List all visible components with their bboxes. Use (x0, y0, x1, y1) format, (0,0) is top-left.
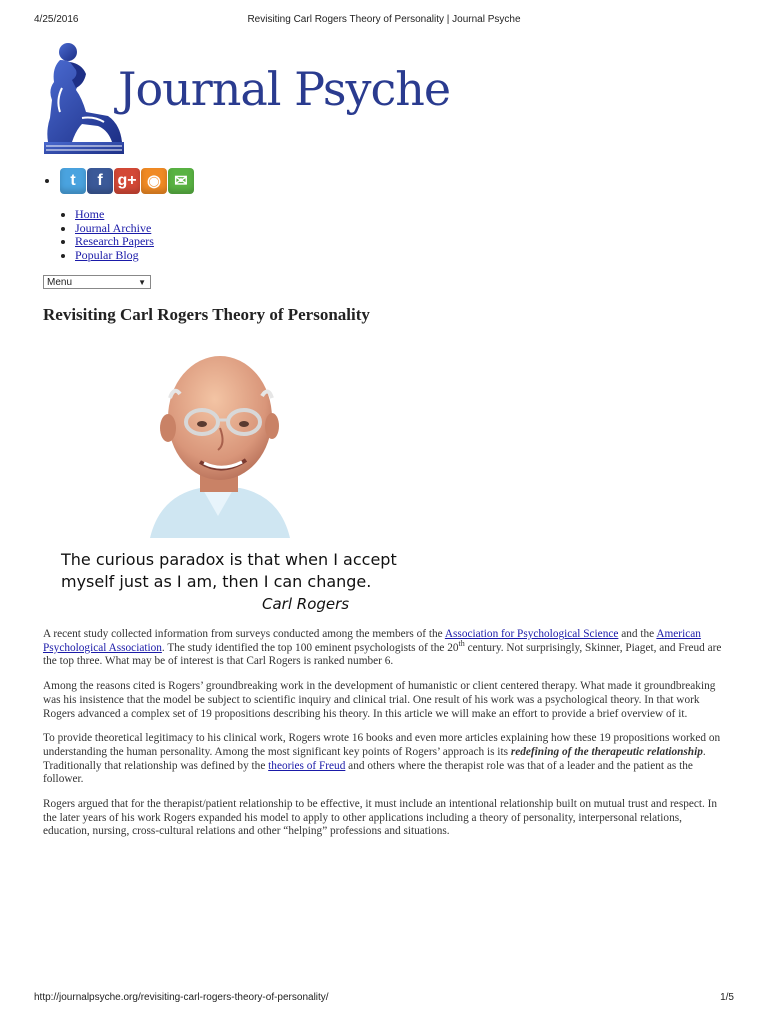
site-name[interactable]: Journal Psyche (118, 62, 451, 116)
p1-text-2: and the (618, 628, 657, 640)
email-icon[interactable]: ✉ (168, 168, 194, 194)
p1-text-1: A recent study collected information from surveys conducted among the members of the (43, 628, 445, 640)
apa-link[interactable]: American Psychological Association (43, 628, 701, 654)
p1-superscript: th (458, 638, 465, 648)
print-date: 4/25/2016 (34, 14, 79, 25)
p3-text-1: To provide theoretical legitimacy to his clinical work, Rogers wrote 16 books and even more articles explaining how these 19 propositions worked on understanding the human personality. Among the most significant key points of Rogers’ approach is its (43, 732, 721, 758)
quote-line-2: myself just as I am, then I can change. (61, 572, 372, 591)
p3-emphasis: redefining of the therapeutic relationship (510, 745, 703, 758)
paragraph-3 (43, 732, 726, 787)
facebook-icon[interactable]: f (87, 168, 113, 194)
aps-link[interactable]: Association for Psychological Science (444, 628, 619, 640)
p3-text-3: and others where the therapist role was that of a leader and the patient as the follower. (43, 759, 693, 786)
quote-block (61, 549, 421, 615)
twitter-icon[interactable]: • t (60, 168, 86, 194)
nav-item-home (75, 208, 154, 222)
print-page-title: Revisiting Carl Rogers Theory of Personality | Journal Psyche (247, 14, 521, 25)
social-icons-row (60, 168, 194, 194)
article-body (43, 628, 726, 850)
nav-link-research-papers[interactable]: Research Papers (75, 234, 154, 248)
print-url: http://journalpsyche.org/revisiting-carl-rogers-theory-of-personality/ (34, 992, 329, 1003)
nav-link-popular-blog[interactable]: Popular Blog (75, 247, 139, 262)
menu-dropdown-value: Menu (47, 277, 73, 288)
paragraph-2: Among the reasons cited is Rogers’ groundbreaking work in the development of humanistic or client centered therapy. What made it groundbreaking was his insistence that the model be subject to scientific inquiry and clinical trial. One result of his work was a psychological theory. In that work Rogers advanced a complex set of 19 propositions describing his theory. In this article we will make an effort to provide a brief overview of it. (43, 680, 716, 720)
p3-text-2: . Traditionally that relationship was defined by the (43, 745, 706, 772)
dropdown-arrow-icon: ▼ (138, 278, 146, 287)
paragraph-4: Rogers argued that for the therapist/patient relationship to be effective, it must include an intentional relationship built on mutual trust and respect. In the later years of his work Rogers expanded his model to apply to other applications including a theory of personality, interpersonal relations, education, nursing, cross-cultural relations and other “helping” professions and situations. (43, 798, 718, 838)
carl-rogers-portrait (140, 346, 296, 538)
p1-text-4: century. Not surprisingly, Skinner, Piaget, and Freud are the top three. What may be of interest is that Carl Rogers is ranked number 6. (43, 641, 722, 668)
nav-link-home[interactable]: Home (75, 207, 105, 221)
quote-author: Carl Rogers (262, 595, 350, 613)
nav-item-popular-blog (75, 249, 154, 263)
print-page-number: 1/5 (720, 992, 734, 1003)
nav-link-journal-archive[interactable]: Journal Archive (75, 220, 152, 235)
main-nav (43, 208, 154, 262)
paragraph-1 (43, 628, 726, 669)
article-title: Revisiting Carl Rogers Theory of Personality (43, 305, 370, 324)
thinker-logo-icon[interactable] (42, 38, 126, 158)
google-plus-icon[interactable]: g+ (114, 168, 140, 194)
nav-item-journal-archive (75, 222, 154, 236)
p1-text-3: . The study identified the top 100 eminent psychologists of the 20 (161, 641, 459, 654)
nav-item-research-papers (75, 235, 154, 249)
quote-line-1: The curious paradox is that when I accept (61, 550, 397, 569)
social-links (43, 168, 194, 194)
rss-icon[interactable]: ◉ (141, 168, 167, 194)
theories-of-freud-link[interactable]: theories of Freud (268, 759, 346, 772)
menu-dropdown[interactable] (43, 275, 151, 289)
